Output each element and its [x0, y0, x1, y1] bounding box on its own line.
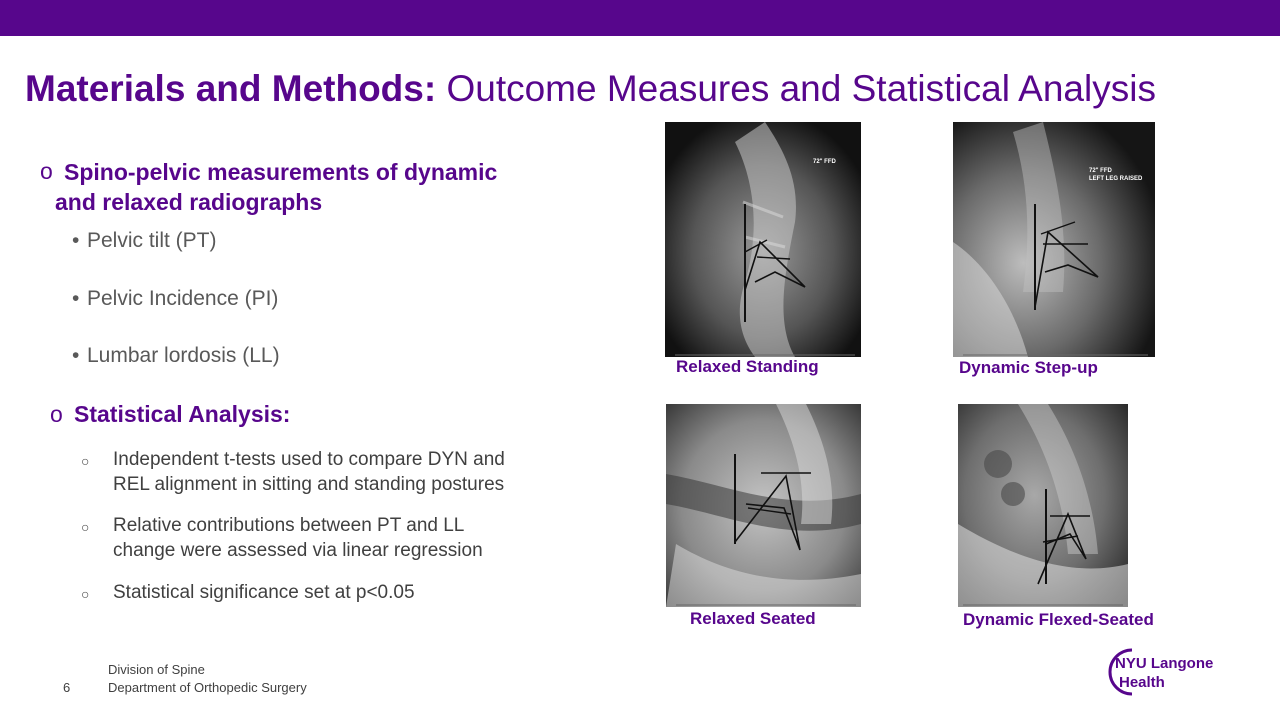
xray-overlay-text: LEFT LEG RAISED [1089, 176, 1143, 182]
stat-item-2-line2: change were assessed via linear regression [113, 540, 483, 561]
section2-heading: Statistical Analysis: [74, 401, 291, 427]
title-bold: Materials and Methods: [25, 68, 437, 109]
caption-relaxed-seated: Relaxed Seated [690, 609, 816, 628]
slide-title [25, 68, 1156, 110]
xray-overlay-text: 72" FFD [813, 159, 836, 165]
xray-relaxed-standing [665, 122, 861, 357]
ring-bullet: ○ [81, 586, 90, 602]
page-number: 6 [63, 680, 71, 695]
logo-line2: Health [1119, 674, 1165, 691]
caption-relaxed-standing: Relaxed Standing [676, 357, 819, 376]
xray-relaxed-seated [666, 404, 861, 607]
bullet-lumbar-lordosis: Lumbar lordosis (LL) [87, 344, 280, 367]
section1-heading-line2: and relaxed radiographs [55, 189, 323, 215]
xray-dynamic-stepup [953, 122, 1155, 357]
logo-line1: NYU Langone [1115, 655, 1214, 672]
section1-marker: o [40, 158, 53, 184]
stat-item-2-line1: Relative contributions between PT and LL [113, 515, 465, 536]
bullet-pelvic-tilt: Pelvic tilt (PT) [87, 229, 217, 252]
ring-bullet: ○ [81, 519, 90, 535]
section1-heading-line1: Spino-pelvic measurements of dynamic [64, 159, 498, 185]
stat-item-1-line2: REL alignment in sitting and standing postures [113, 474, 505, 495]
footer-department: Department of Orthopedic Surgery [108, 680, 307, 695]
stat-item-1-line1: Independent t-tests used to compare DYN and [113, 449, 505, 470]
nyu-langone-logo [1108, 646, 1228, 696]
caption-dynamic-stepup: Dynamic Step-up [959, 358, 1098, 377]
bullet-pelvic-incidence: Pelvic Incidence (PI) [87, 287, 279, 310]
ring-bullet: ○ [81, 453, 90, 469]
top-banner [0, 0, 1280, 36]
section2-marker: o [50, 401, 63, 427]
bullet-dot: • [72, 287, 80, 310]
bullet-dot: • [72, 229, 80, 252]
title-rest: Outcome Measures and Statistical Analysis [436, 68, 1156, 109]
stat-item-3: Statistical significance set at p<0.05 [113, 582, 415, 603]
footer-division: Division of Spine [108, 662, 205, 677]
xray-dynamic-flexed-seated [958, 404, 1128, 607]
bullet-dot: • [72, 344, 80, 367]
caption-dynamic-flexed-seated: Dynamic Flexed-Seated [963, 610, 1154, 629]
xray-overlay-text: 72" FFD [1089, 168, 1112, 174]
